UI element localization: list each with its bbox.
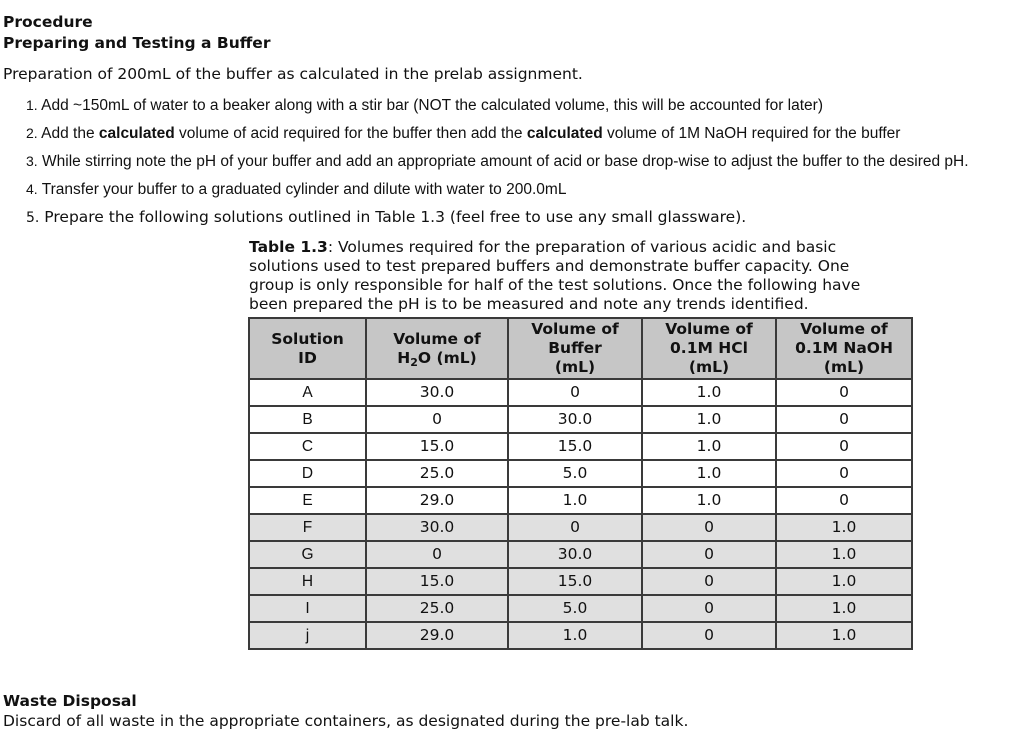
column-header-line: (mL) bbox=[688, 358, 730, 376]
step-bold-text: calculated bbox=[98, 125, 175, 142]
step-number: 5. bbox=[26, 210, 40, 226]
step-text: Add ~150mL of water to a beaker along with a stir bar (NOT the calculated volume, this will be accounted for later) bbox=[41, 97, 823, 114]
table-caption-text: : Volumes required for the preparation of various acidic and basic solutions used to test prepared buffers and demonstrate buffer capacity. One group is only responsible for half of the test solutions. Once the following have been prepared the pH is to be measured and note any trends identified. bbox=[249, 238, 861, 313]
step-2 bbox=[26, 123, 900, 144]
column-header-line: ID bbox=[298, 348, 317, 367]
table-row bbox=[249, 460, 912, 487]
solution-id-cell: D bbox=[249, 460, 366, 487]
solution-id-cell: F bbox=[249, 514, 366, 541]
step-text: volume of acid required for the buffer then add the bbox=[174, 125, 527, 142]
formula-part: H bbox=[397, 348, 411, 367]
table-body bbox=[249, 379, 912, 649]
section-heading: Preparing and Testing a Buffer bbox=[3, 34, 271, 52]
volume-cell: 1.0 bbox=[642, 433, 776, 460]
volume-cell: 29.0 bbox=[366, 487, 508, 514]
volume-cell: 5.0 bbox=[508, 460, 642, 487]
volume-cell: 0 bbox=[776, 487, 912, 514]
formula-subscript: 2 bbox=[410, 355, 418, 369]
volume-cell: 15.0 bbox=[366, 433, 508, 460]
table-row bbox=[249, 622, 912, 649]
volume-cell: 0 bbox=[776, 379, 912, 406]
waste-text: Discard of all waste in the appropriate containers, as designated during the pre-lab talk. bbox=[3, 712, 689, 730]
volume-cell: 30.0 bbox=[508, 541, 642, 568]
step-text: Add the bbox=[41, 125, 99, 142]
volume-cell: 1.0 bbox=[642, 406, 776, 433]
volume-cell: 0 bbox=[366, 541, 508, 568]
volume-cell: 29.0 bbox=[366, 622, 508, 649]
volume-cell: 1.0 bbox=[776, 622, 912, 649]
volume-cell: 1.0 bbox=[508, 622, 642, 649]
formula-part: O (mL) bbox=[417, 348, 477, 367]
column-header bbox=[508, 318, 642, 379]
volume-cell: 0 bbox=[508, 514, 642, 541]
volume-cell: 1.0 bbox=[776, 514, 912, 541]
column-header bbox=[776, 318, 912, 379]
intro-text: Preparation of 200mL of the buffer as calculated in the prelab assignment. bbox=[3, 65, 583, 83]
volume-cell: 0 bbox=[642, 514, 776, 541]
step-text: Prepare the following solutions outlined in Table 1.3 (feel free to use any small glassware). bbox=[44, 208, 747, 226]
column-header-line: Solution bbox=[271, 329, 344, 348]
volume-cell: 30.0 bbox=[508, 406, 642, 433]
solution-id-cell: B bbox=[249, 406, 366, 433]
volume-cell: 25.0 bbox=[366, 460, 508, 487]
table-row bbox=[249, 487, 912, 514]
step-1 bbox=[26, 95, 823, 116]
solution-id-cell: C bbox=[249, 433, 366, 460]
step-bold-text: calculated bbox=[526, 125, 603, 142]
table-row bbox=[249, 541, 912, 568]
table-caption bbox=[249, 238, 889, 314]
solution-id-cell: E bbox=[249, 487, 366, 514]
volume-cell: 0 bbox=[642, 595, 776, 622]
volume-cell: 0 bbox=[642, 568, 776, 595]
step-number: 2. bbox=[26, 125, 38, 141]
solution-id-cell: A bbox=[249, 379, 366, 406]
volume-cell: 15.0 bbox=[508, 433, 642, 460]
step-number: 4. bbox=[26, 181, 38, 197]
volume-cell: 1.0 bbox=[642, 487, 776, 514]
volume-cell: 0 bbox=[366, 406, 508, 433]
column-header bbox=[249, 318, 366, 379]
column-header-line: Volume of bbox=[393, 329, 481, 348]
volume-cell: 1.0 bbox=[776, 568, 912, 595]
waste-heading: Waste Disposal bbox=[3, 692, 137, 710]
volume-cell: 1.0 bbox=[776, 595, 912, 622]
solution-id-cell: j bbox=[249, 622, 366, 649]
step-4 bbox=[26, 179, 566, 200]
solution-id-cell: H bbox=[249, 568, 366, 595]
volume-cell: 1.0 bbox=[508, 487, 642, 514]
step-number: 1. bbox=[26, 97, 38, 113]
column-header-line: Volume of bbox=[800, 320, 888, 338]
step-text: Transfer your buffer to a graduated cylinder and dilute with water to 200.0mL bbox=[41, 181, 567, 198]
step-3 bbox=[26, 151, 969, 172]
volume-cell: 0 bbox=[508, 379, 642, 406]
column-header bbox=[642, 318, 776, 379]
table-row bbox=[249, 595, 912, 622]
table-row bbox=[249, 514, 912, 541]
column-header-line: Volume of bbox=[531, 320, 619, 338]
table-header-row bbox=[249, 318, 912, 379]
table-row bbox=[249, 406, 912, 433]
table-row bbox=[249, 568, 912, 595]
solution-id-cell: G bbox=[249, 541, 366, 568]
column-header bbox=[366, 318, 508, 379]
volume-cell: 1.0 bbox=[776, 541, 912, 568]
table-row bbox=[249, 379, 912, 406]
volume-cell: 15.0 bbox=[366, 568, 508, 595]
volume-cell: 30.0 bbox=[366, 379, 508, 406]
step-5 bbox=[26, 207, 746, 228]
volume-cell: 0 bbox=[776, 406, 912, 433]
volume-cell: 0 bbox=[642, 622, 776, 649]
volume-cell: 0 bbox=[776, 460, 912, 487]
volume-cell: 25.0 bbox=[366, 595, 508, 622]
volume-cell: 30.0 bbox=[366, 514, 508, 541]
step-text: volume of 1M NaOH required for the buffer bbox=[602, 125, 901, 142]
volume-cell: 1.0 bbox=[642, 460, 776, 487]
table-caption-label: Table 1.3 bbox=[249, 238, 328, 256]
procedure-heading: Procedure bbox=[3, 13, 93, 31]
step-text: While stirring note the pH of your buffer and add an appropriate amount of acid or base drop-wise to adjust the buffer to the desired pH. bbox=[42, 153, 969, 170]
solution-id-cell: I bbox=[249, 595, 366, 622]
volume-cell: 15.0 bbox=[508, 568, 642, 595]
volume-cell: 0 bbox=[642, 541, 776, 568]
column-header-line: Volume of bbox=[665, 320, 753, 338]
volume-cell: 5.0 bbox=[508, 595, 642, 622]
column-header-line: (mL) bbox=[554, 358, 596, 376]
column-header-line: 0.1M HCl bbox=[670, 339, 748, 357]
volume-cell: 0 bbox=[776, 433, 912, 460]
volume-cell: 1.0 bbox=[642, 379, 776, 406]
column-header-line: Buffer bbox=[548, 339, 602, 357]
step-number: 3. bbox=[26, 153, 38, 169]
column-header-line: (mL) bbox=[823, 358, 865, 376]
volumes-table bbox=[248, 317, 913, 650]
table-row bbox=[249, 433, 912, 460]
column-header-line: 0.1M NaOH bbox=[795, 339, 893, 357]
